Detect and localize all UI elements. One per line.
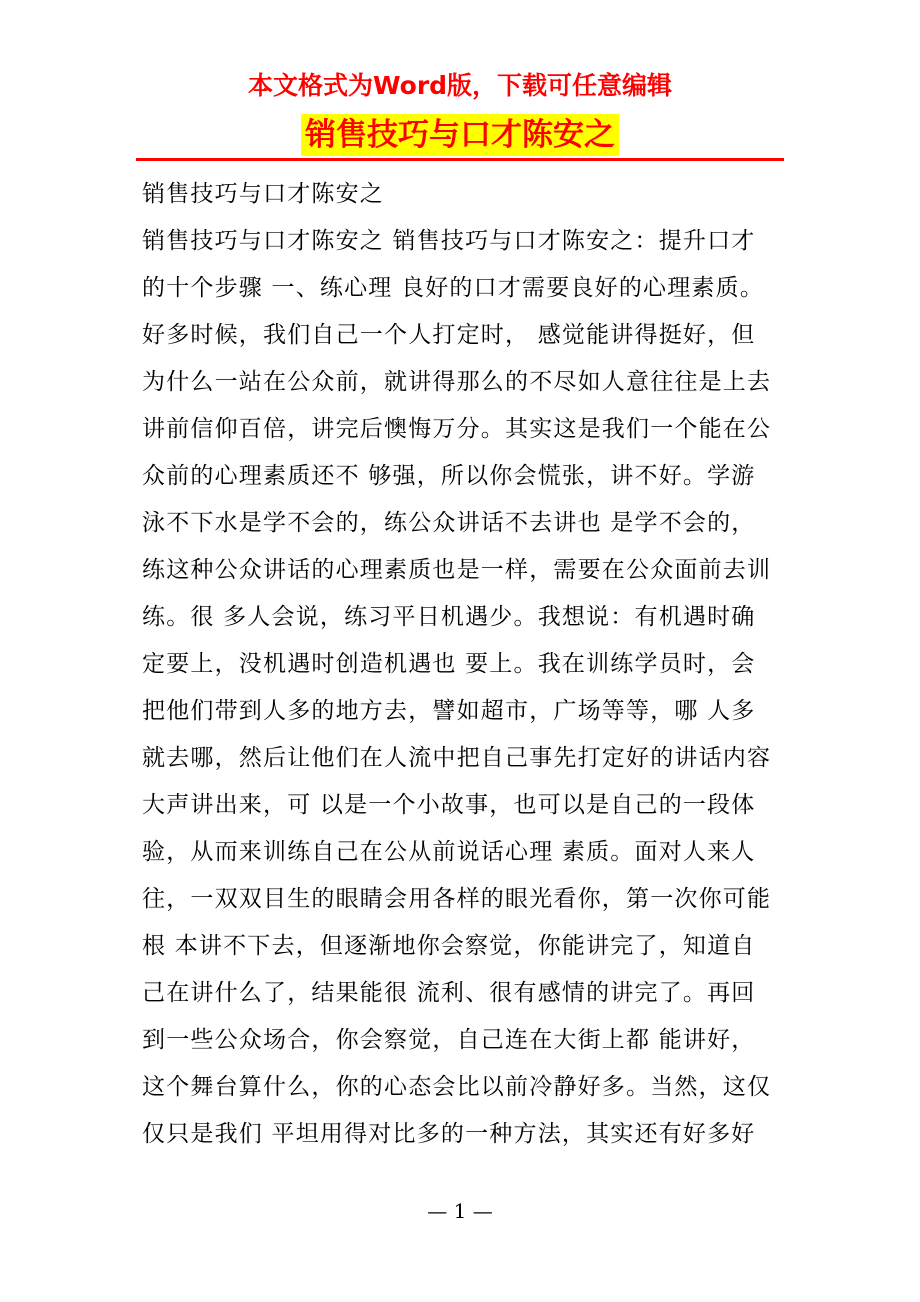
body-line: 这个舞台算什么，你的心态会比以前冷静好多。当然，这仅 — [142, 1074, 772, 1100]
body-line: 练这种公众讲话的心理素质也是一样，需要在公众面前去训 — [142, 557, 772, 583]
body-line: 把他们带到人多的地方去，譬如超市，广场等等，哪 人多 — [142, 698, 756, 724]
body-line: 为什么一站在公众前，就讲得那么的不尽如人意往往是上去 — [142, 369, 772, 395]
page-number: — 1 — — [427, 1199, 493, 1223]
body-line: 的十个步骤 一、练心理 良好的口才需要良好的心理素质。 — [142, 275, 765, 301]
body-line: 定要上，没机遇时创造机遇也 要上。我在训练学员时，会 — [142, 651, 756, 677]
body-line: 练。很 多人会说，练习平日机遇少。我想说：有机遇时确 — [142, 604, 756, 630]
body-line: 到一些公众场合，你会察觉，自己连在大街上都 能讲好， — [142, 1027, 756, 1053]
body-line: 往，一双双目生的眼睛会用各样的眼光看你，第一次你可能 — [142, 886, 772, 912]
document-title: 销售技巧与口才陈安之 — [301, 114, 619, 156]
body-line: 己在讲什么了，结果能很 流利、很有感情的讲完了。再回 — [142, 980, 756, 1006]
body-line: 验，从而来训练自己在公从前说话心理 素质。面对人来人 — [142, 839, 756, 865]
body-line: 就去哪，然后让他们在人流中把自己事先打定好的讲话内容 — [142, 745, 772, 771]
body-line: 大声讲出来，可 以是一个小故事，也可以是自己的一段体 — [142, 792, 756, 818]
body-line: 众前的心理素质还不 够强，所以你会慌张，讲不好。学游 — [142, 463, 756, 489]
body-line: 泳不下水是学不会的，练公众讲话不去讲也 是学不会的， — [142, 510, 756, 536]
format-banner: 本文格式为Word版，下载可任意编辑 — [247, 71, 673, 100]
title-divider — [136, 158, 784, 161]
body-line: 讲前信仰百倍，讲完后懊悔万分。其实这是我们一个能在公 — [142, 416, 772, 442]
body-line: 销售技巧与口才陈安之 — [142, 181, 384, 207]
body-line: 销售技巧与口才陈安之 销售技巧与口才陈安之：提升口才 — [142, 228, 756, 254]
body-line: 根 本讲不下去，但逐渐地你会察觉，你能讲完了，知道自 — [142, 933, 756, 959]
body-line: 仅只是我们 平坦用得对比多的一种方法，其实还有好多好 — [142, 1121, 756, 1147]
body-text — [142, 171, 787, 1158]
title-container — [0, 114, 920, 156]
body-line: 好多时候，我们自己一个人打定时， 感觉能讲得挺好，但 — [142, 322, 756, 348]
